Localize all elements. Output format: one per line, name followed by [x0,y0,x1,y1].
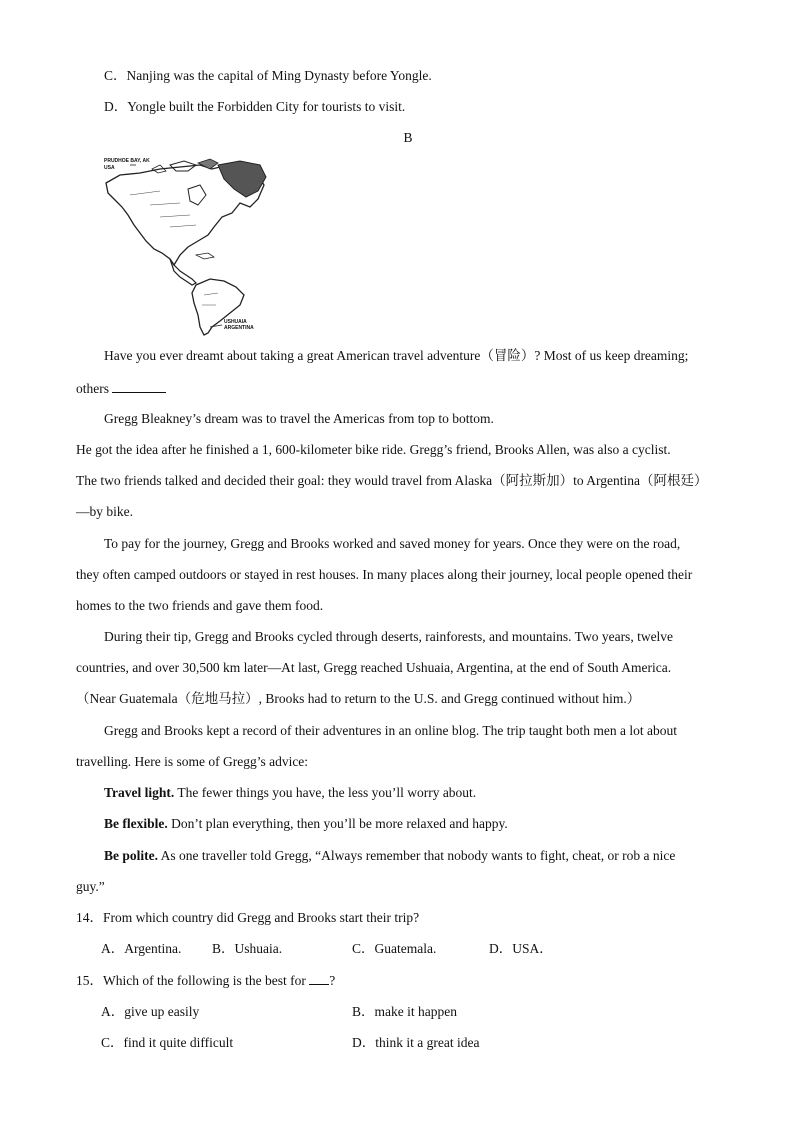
advice-be-polite-line2: guy.” [76,879,105,894]
advice-travel-light-text: The fewer things you have, the less you’ll worry about. [174,785,477,800]
map-label-argentina: ARGENTINA [224,325,254,331]
passage-p4-line3: （Near Guatemala（危地马拉）, Brooks had to return to the U.S. and Gregg continued without him.） [76,691,641,706]
passage-p1-line1: Have you ever dreamt about taking a great American travel adventure（冒险）? Most of us keep dreaming; [104,348,689,363]
map-label-prudhoe: PRUDHOE BAY, AK [104,158,150,164]
advice-be-flexible-bold: Be flexible. [104,816,168,831]
question-14-stem: 14．From which country did Gregg and Brooks start their trip? [76,910,420,925]
passage-p3-line2: they often camped outdoors or stayed in rest houses. In many places along their journey, local people opened their [76,567,693,582]
question-15-blank [309,971,329,985]
passage-p2-line2: He got the idea after he finished a 1, 600-kilometer bike ride. Gregg’s friend, Brooks Allen, was also a cyclist. [76,442,671,457]
answer-blank [112,379,166,393]
question-15-stem-end: ? [329,973,336,988]
question-15-option-d[interactable]: D．think it a great idea [352,1035,480,1050]
question-14-option-a[interactable]: A．Argentina. [101,941,182,956]
passage-p5-line2: travelling. Here is some of Gregg’s advice: [76,754,309,769]
question-15-option-b[interactable]: B．make it happen [352,1004,457,1019]
passage-p4-line2: countries, and over 30,500 km later—At last, Gregg reached Ushuaia, Argentina, at the end of South America. [76,660,672,675]
question-15-option-c[interactable]: C．find it quite difficult [101,1035,234,1050]
passage-p4-line1: During their tip, Gregg and Brooks cycled through deserts, rainforests, and mountains. Two years, twelve [104,629,674,644]
map-label-ushuaia: USHUAIA [224,319,247,325]
advice-be-polite-text: As one traveller told Gregg, “Always remember that nobody wants to fight, cheat, or rob a nice [158,848,676,863]
section-label: B [403,130,413,145]
advice-be-flexible [104,815,508,833]
question-15-stem-text: 15．Which of the following is the best for [76,973,310,988]
map-label-usa: USA [104,165,115,171]
passage-p2-line1: Gregg Bleakney’s dream was to travel the Americas from top to bottom. [104,411,494,426]
passage-p2-line3: The two friends talked and decided their goal: they would travel from Alaska（阿拉斯加）to Argentina（阿根廷） [76,473,708,488]
passage-p1-line2-text: others [76,381,113,396]
passage-p2-line4: —by bike. [76,504,133,519]
advice-be-flexible-text: Don’t plan everything, then you’ll be more relaxed and happy. [167,816,508,831]
advice-be-polite-bold: Be polite. [104,848,158,863]
passage-p5-line1: Gregg and Brooks kept a record of their adventures in an online blog. The trip taught both men a lot about [104,723,677,738]
question-14-option-b[interactable]: B．Ushuaia. [212,941,283,956]
advice-travel-light-bold: Travel light. [104,785,175,800]
passage-p1-line2 [76,379,166,398]
passage-p3-line1: To pay for the journey, Gregg and Brooks worked and saved money for years. Once they were on the road, [104,536,681,551]
americas-map-image [100,155,270,340]
question-14-option-c[interactable]: C．Guatemala. [352,941,437,956]
advice-travel-light [104,784,476,802]
prev-option-c: C．Nanjing was the capital of Ming Dynasty before Yongle. [104,68,432,83]
prev-option-d: D．Yongle built the Forbidden City for tourists to visit. [104,99,406,114]
question-15-option-a[interactable]: A．give up easily [101,1004,200,1019]
advice-be-polite [104,847,675,865]
passage-p3-line3: homes to the two friends and gave them food. [76,598,324,613]
question-15-stem [76,971,335,990]
question-14-option-d[interactable]: D．USA． [489,941,553,956]
